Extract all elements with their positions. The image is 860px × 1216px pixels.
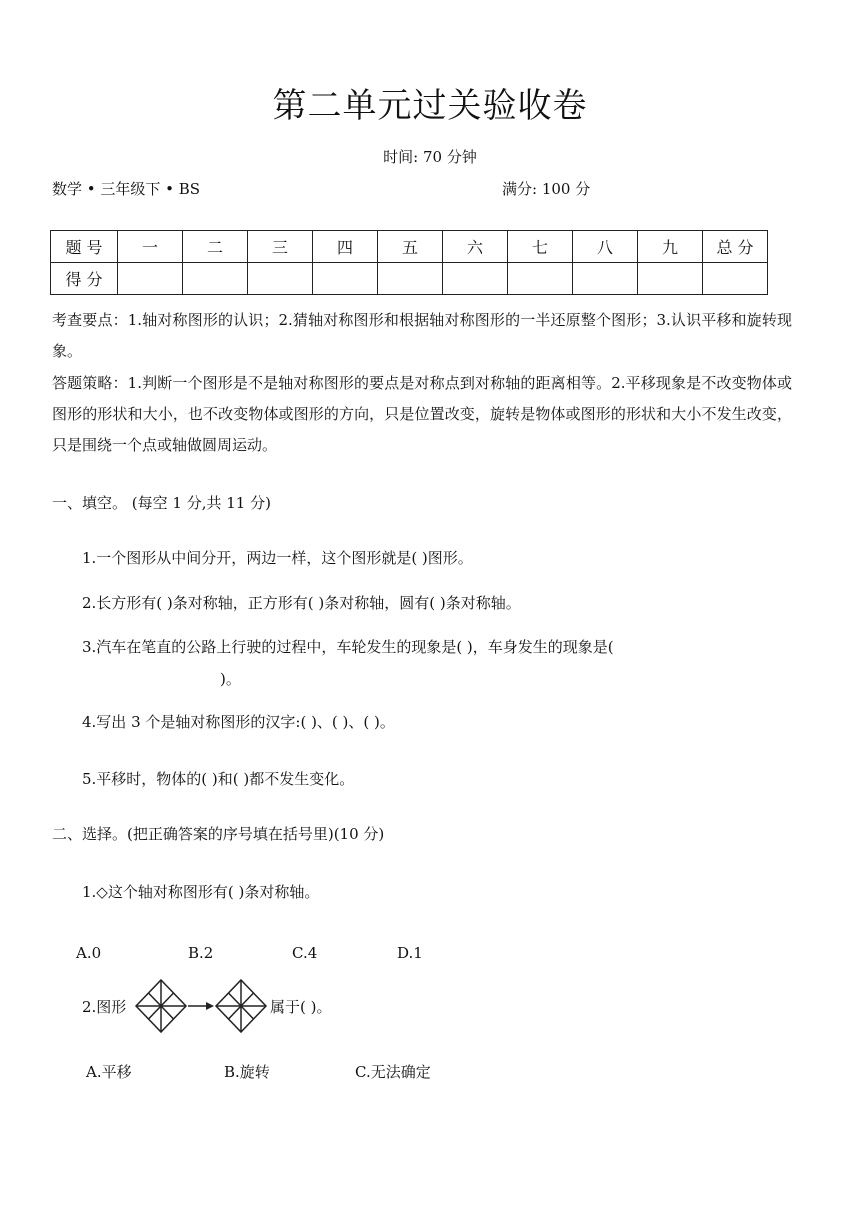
arrow-right-icon [188,1002,214,1010]
section1-heading: 一、填空。 (每空 1 分,共 11 分) [52,494,271,512]
score-cell[interactable] [638,263,703,295]
section1-q2: 2.长方形有( )条对称轴，正方形有( )条对称轴，圆有( )条对称轴。 [82,594,521,612]
score-cell[interactable] [248,263,313,295]
score-table-score-row [51,263,768,295]
rotation-figure [134,978,268,1034]
page-title: 第二单元过关验收卷 [272,86,588,126]
section1-q3: 3.汽车在笔直的公路上行驶的过程中，车轮发生的现象是( )，车身发生的现象是( [82,638,614,656]
score-table-header-row [51,231,768,263]
score-cell[interactable] [573,263,638,295]
score-cell[interactable] [183,263,248,295]
section2-q2-prefix: 2.图形 [82,998,127,1016]
score-col-total: 总 分 [703,231,768,263]
score-col-2: 二 [183,231,248,263]
section2-q1-option-a[interactable]: A.0 [76,944,102,962]
score-col-1: 一 [118,231,183,263]
full-score: 满分: 100 分 [502,180,591,198]
section1-q1: 1.一个图形从中间分开，两边一样，这个图形就是( )图形。 [82,549,473,567]
score-table-header-label: 题 号 [51,231,118,263]
score-cell[interactable] [313,263,378,295]
section2-q2-option-b[interactable]: B.旋转 [224,1063,270,1081]
time-limit: 时间: 70 分钟 [383,148,477,166]
score-cell[interactable] [508,263,573,295]
score-col-6: 六 [443,231,508,263]
score-table-row-label: 得 分 [51,263,118,295]
diamond-figure-right [216,980,266,1032]
section1-q5: 5.平移时，物体的( )和( )都不发生变化。 [82,770,355,788]
section2-q2-option-c[interactable]: C.无法确定 [355,1063,431,1081]
score-table [50,230,768,295]
score-col-8: 八 [573,231,638,263]
score-col-7: 七 [508,231,573,263]
section1-q4: 4.写出 3 个是轴对称图形的汉字:( )、( )、( )。 [82,713,395,731]
score-cell[interactable] [443,263,508,295]
score-col-9: 九 [638,231,703,263]
score-cell[interactable] [378,263,443,295]
exam-points: 考查要点：1.轴对称图形的认识；2.猜轴对称图形和根据轴对称图形的一半还原整个图形；3.认识平移和旋转现象。 [52,311,792,360]
section2-q1-option-b[interactable]: B.2 [188,944,214,962]
subject-line: 数学 • 三年级下 • BS [52,180,201,198]
score-col-5: 五 [378,231,443,263]
section1-q3-cont: )。 [220,670,241,688]
answer-strategy: 答题策略：1.判断一个图形是不是轴对称图形的要点是对称点到对称轴的距离相等。2.平移现象是不改变物体或图形的形状和大小，也不改变物体或图形的方向，只是位置改变，旋转是物体或图形的形状和大小不发生改变，只是围绕一个点或轴做圆周运动。 [52,374,792,454]
section2-q1: 1.◇这个轴对称图形有( )条对称轴。 [82,883,320,901]
score-col-4: 四 [313,231,378,263]
section2-q1-option-d[interactable]: D.1 [397,944,423,962]
diamond-figure-left [136,980,186,1032]
score-cell[interactable] [703,263,768,295]
score-cell[interactable] [118,263,183,295]
score-col-3: 三 [248,231,313,263]
section2-q2-option-a[interactable]: A.平移 [86,1063,132,1081]
section2-heading: 二、选择。(把正确答案的序号填在括号里)(10 分) [52,825,385,843]
section2-q2-suffix: 属于( )。 [270,998,332,1016]
section2-q1-option-c[interactable]: C.4 [292,944,318,962]
